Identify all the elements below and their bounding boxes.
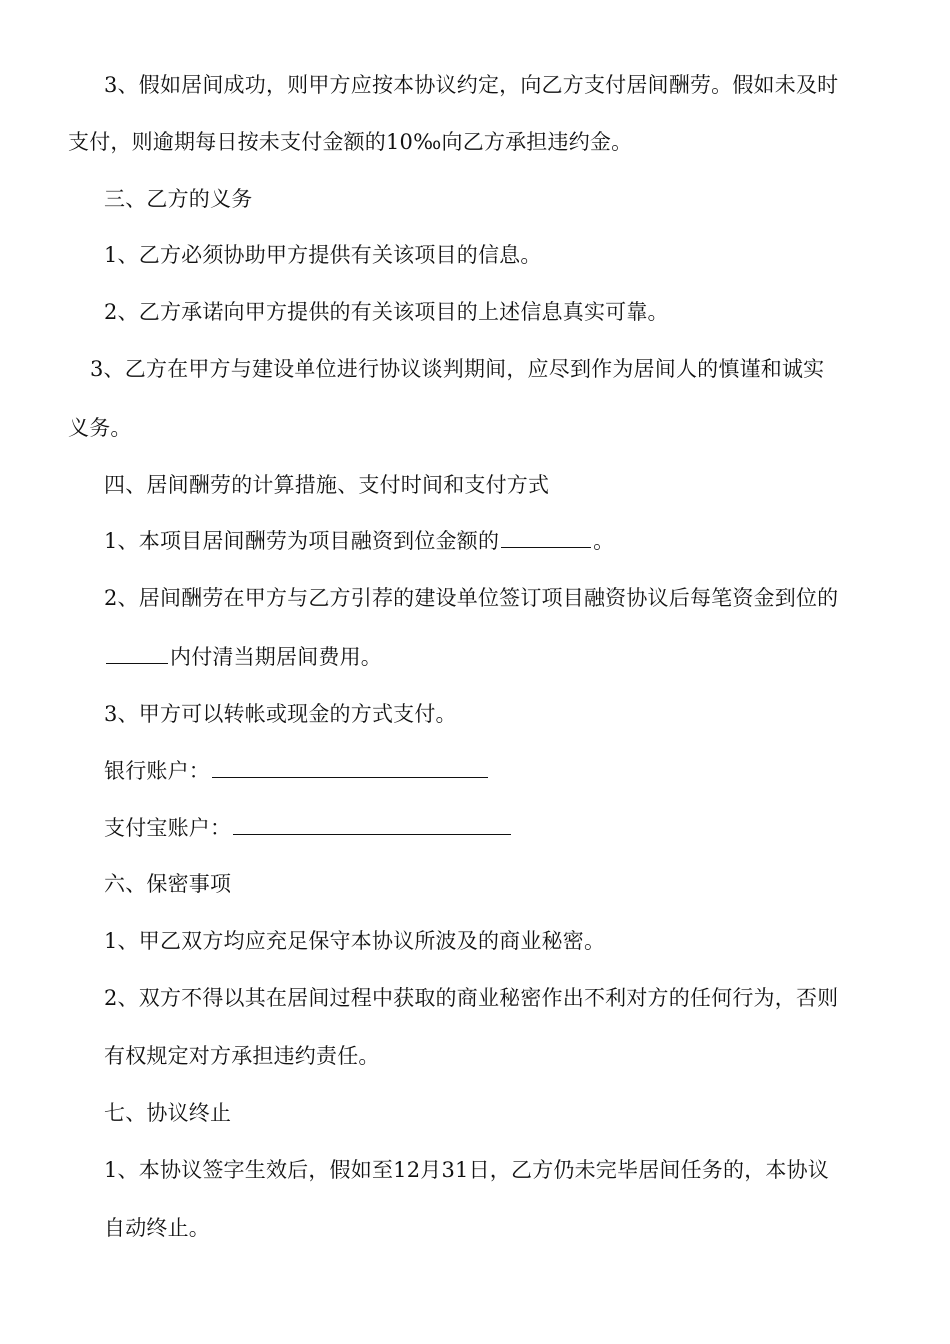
paragraph-6-1: 1、甲乙双方均应充足保守本协议所波及的商业秘密。 bbox=[104, 929, 606, 953]
paragraph-3-2: 2、乙方承诺向甲方提供的有关该项目的上述信息真实可靠。 bbox=[104, 300, 669, 324]
paragraph-4-2-line-2 bbox=[104, 642, 382, 672]
section-heading-confidentiality: 六、保密事项 bbox=[104, 872, 232, 896]
paragraph-4-1 bbox=[104, 526, 614, 556]
alipay-account-blank bbox=[233, 816, 511, 835]
bank-account-label: 银行账户： bbox=[104, 759, 210, 783]
paragraph-4-3: 3、甲方可以转帐或现金的方式支付。 bbox=[104, 702, 457, 726]
section-heading-termination: 七、协议终止 bbox=[104, 1101, 232, 1125]
paragraph-4-1-end: 。 bbox=[593, 529, 615, 553]
alipay-account-label: 支付宝账户： bbox=[104, 816, 232, 840]
paragraph-6-2-line-2: 有权规定对方承担违约责任。 bbox=[104, 1044, 380, 1068]
bank-account-blank bbox=[212, 759, 488, 778]
bank-account-line bbox=[104, 756, 490, 786]
paragraph-3-1: 1、乙方必须协助甲方提供有关该项目的信息。 bbox=[104, 243, 542, 267]
paragraph-3-3-line-1: 3、乙方在甲方与建设单位进行协议谈判期间，应尽到作为居间人的慎谨和诚实 bbox=[90, 357, 825, 381]
paragraph-7-1-line-2: 自动终止。 bbox=[104, 1216, 210, 1240]
fill-blank-percentage bbox=[501, 529, 591, 548]
paragraph-6-2-line-1: 2、双方不得以其在居间过程中获取的商业秘密作出不利对方的任何行为，否则 bbox=[104, 986, 839, 1010]
paragraph-4-2-line-1: 2、居间酬劳在甲方与乙方引荐的建设单位签订项目融资协议后每笔资金到位的 bbox=[104, 586, 839, 610]
alipay-account-line bbox=[104, 813, 513, 843]
section-heading-remuneration: 四、居间酬劳的计算措施、支付时间和支付方式 bbox=[104, 473, 550, 497]
paragraph-4-1-text: 1、本项目居间酬劳为项目融资到位金额的 bbox=[104, 529, 500, 553]
paragraph-2-3-line-1: 3、假如居间成功，则甲方应按本协议约定，向乙方支付居间酬劳。假如未及时 bbox=[104, 73, 839, 97]
section-heading-party-b-obligations: 三、乙方的义务 bbox=[104, 187, 253, 211]
paragraph-7-1-line-1: 1、本协议签字生效后，假如至12月31日，乙方仍未完毕居间任务的，本协议 bbox=[104, 1158, 830, 1182]
paragraph-4-2-line-2-text: 内付清当期居间费用。 bbox=[170, 645, 382, 669]
fill-blank-period bbox=[106, 645, 168, 664]
paragraph-3-3-line-2: 义务。 bbox=[68, 416, 132, 440]
paragraph-2-3-line-2: 支付，则逾期每日按未支付金额的10‰向乙方承担违约金。 bbox=[68, 130, 633, 154]
